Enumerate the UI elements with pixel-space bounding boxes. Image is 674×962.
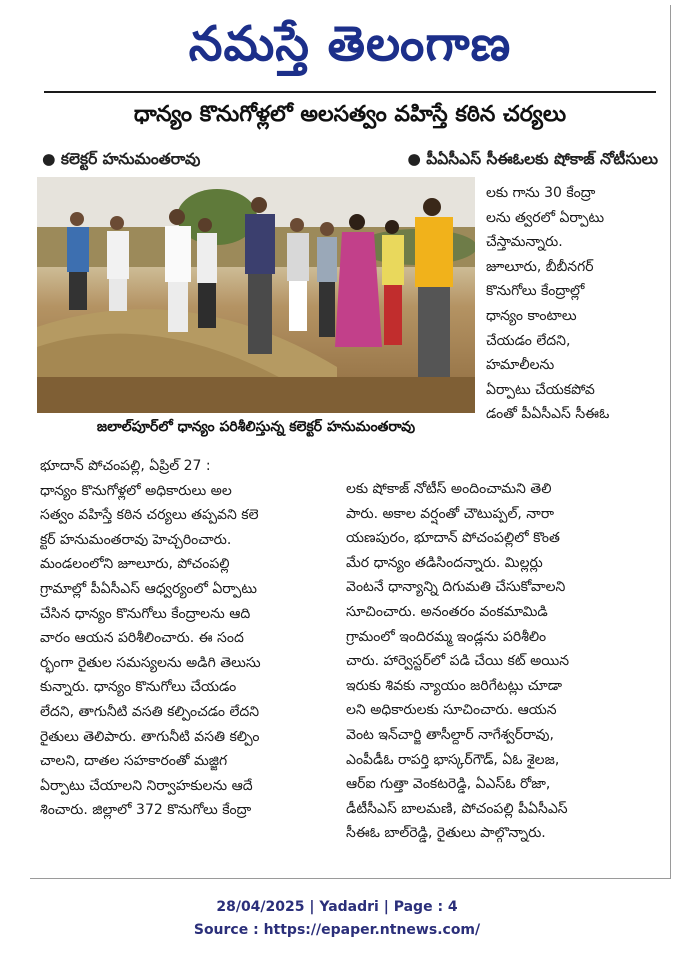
text-line: ఎంపీడీఓ రాపర్తి భాస్కర్‌గౌడ్, ఏఓ శైలజ, [346,751,560,768]
sub-headlines [42,148,658,170]
text-line: వెంటనే ధాన్యాన్ని దిగుమతి చేసుకోవాలని [346,579,566,596]
text-line: చేసిన ధాన్యం కొనుగోలు కేంద్రాలను ఆది [40,605,251,622]
text-line: గ్రామంలో ఇందిరమ్మ ఇండ్లను పరిశీలిం [346,628,547,645]
text-line: లేదని, తాగునీటి వసతి కల్పించడం లేదని [40,703,260,720]
text-line: వెంట ఇన్‌చార్జి తాసీల్దార్ నాగేశ్వర్‌రావు, [346,726,554,743]
text-line: ఏర్పాటు చేయాలని నిర్వాహకులను ఆదే [40,777,253,794]
photo-illustration [37,177,475,413]
text-line: కున్నారు. ధాన్యం కొనుగోలు చేయడం [40,679,237,696]
text-line: మండలంలోని జూలూరు, పోచంపల్లి [40,556,230,573]
text-line: చేయడం లేదని, [486,332,571,349]
text-line: ఇరుకు శివకు న్యాయం జరిగేటట్లు చూడా [346,677,563,694]
text-line: లను త్వరలో ఏర్పాటు [486,209,605,226]
text-line: సీఈఓ బాల్‌రెడ్డి, రైతులు పాల్గొన్నారు. [346,825,546,842]
text-line: ఆర్ఐ గుత్తా వెంకటరెడ్డి, ఏఎస్ఓ రోజా, [346,776,551,793]
text-line: శించారు. జిల్లాలో 372 కొనుగోలు కేంద్రా [40,802,252,819]
text-line: చారు. హార్వెస్టర్‌లో పడి చేయి కట్ అయిన [346,653,570,670]
footer-source: Source : https://epaper.ntnews.com/ [193,922,481,938]
text-line: సత్వం వహిస్తే కఠిన చర్యలు తప్పవని కలె [40,507,259,524]
page-footer [0,896,674,942]
text-line: లకు గాను 30 కేంద్రా [486,185,596,201]
text-line: డీటీసీఎస్ బాలమణి, పోచంపల్లి పీఏసీఎస్ [346,800,568,817]
subhead-showcause: ● పీఏసీఎస్ సీఈఓలకు షోకాజ్ నోటీసులు [407,150,658,168]
article-headline: ధాన్యం కొనుగోళ్లలో అలసత్వం వహిస్తే కఠిన చర్యలు [133,102,567,127]
news-clipping [30,5,671,879]
text-line: కొనుగోలు కేంద్రాల్లో [486,283,585,300]
text-line: ఏర్పాటు చేయకపోవ [486,381,595,398]
text-line: హమాలీలను [486,357,555,374]
text-line: భూదాన్ పోచంపల్లి, ఏప్రిల్ 27 : [40,458,211,474]
footer-date-page: 28/04/2025 | Yadadri | Page : 4 [216,899,458,915]
newspaper-masthead: నమస్తే తెలంగాణ [188,16,512,72]
text-line: లకు షోకాజ్ నోటీస్ అందించామని తెలి [346,481,552,497]
text-line: ర్భంగా రైతుల సమస్యలను అడిగి తెలుసు [40,654,261,671]
text-line: డంతో పీఏసీఎస్ సీఈఓ [486,406,610,423]
news-photo [37,177,475,413]
text-line: మేర ధాన్యం తడిసిందన్నారు. మిల్లర్లు [346,554,543,571]
text-line: లని అధికారులకు సూచించారు. ఆయన [346,702,557,719]
photo-caption: జలాల్‌పూర్‌లో ధాన్యం పరిశీలిస్తున్న కలెక్టర్ హనుమంతరావు [96,419,416,435]
text-line: సూచించారు. అనంతరం వంకమామిడి [346,603,548,620]
body-column-1 [40,454,332,823]
text-line: యణపురం, భూదాన్ పోచంపల్లిలో కొంత [346,530,560,547]
text-line: వారం ఆయన పరిశీలించారు. ఈ సంద [40,630,244,647]
text-line: ధాన్యం కొనుగోళ్లలో అధికారులు అల [40,482,232,499]
body-column-2 [346,477,664,846]
text-line: పారు. అకాల వర్షంతో చౌటుప్పల్, నారా [346,505,554,522]
subhead-collector: ● కలెక్టర్ హనుమంతరావు [42,150,201,168]
text-line: క్టర్ హనుమంతరావు హెచ్చరించారు. [40,531,232,548]
text-line: గ్రామాల్లో పీఏసీఎస్ ఆధ్వర్యంలో ఏర్పాటు [40,580,258,597]
text-line: ధాన్యం కాంటాలు [486,307,577,324]
text-line: జూలూరు, బీబీనగర్ [486,258,594,275]
text-line: రైతులు తెలిపారు. తాగునీటి వసతి కల్పిం [40,728,260,745]
text-line: చేస్తామన్నారు. [486,234,563,251]
divider [44,91,656,93]
right-column [486,181,664,427]
text-line: చాలని, దాతల సహకారంతో మజ్జిగ [40,753,228,770]
